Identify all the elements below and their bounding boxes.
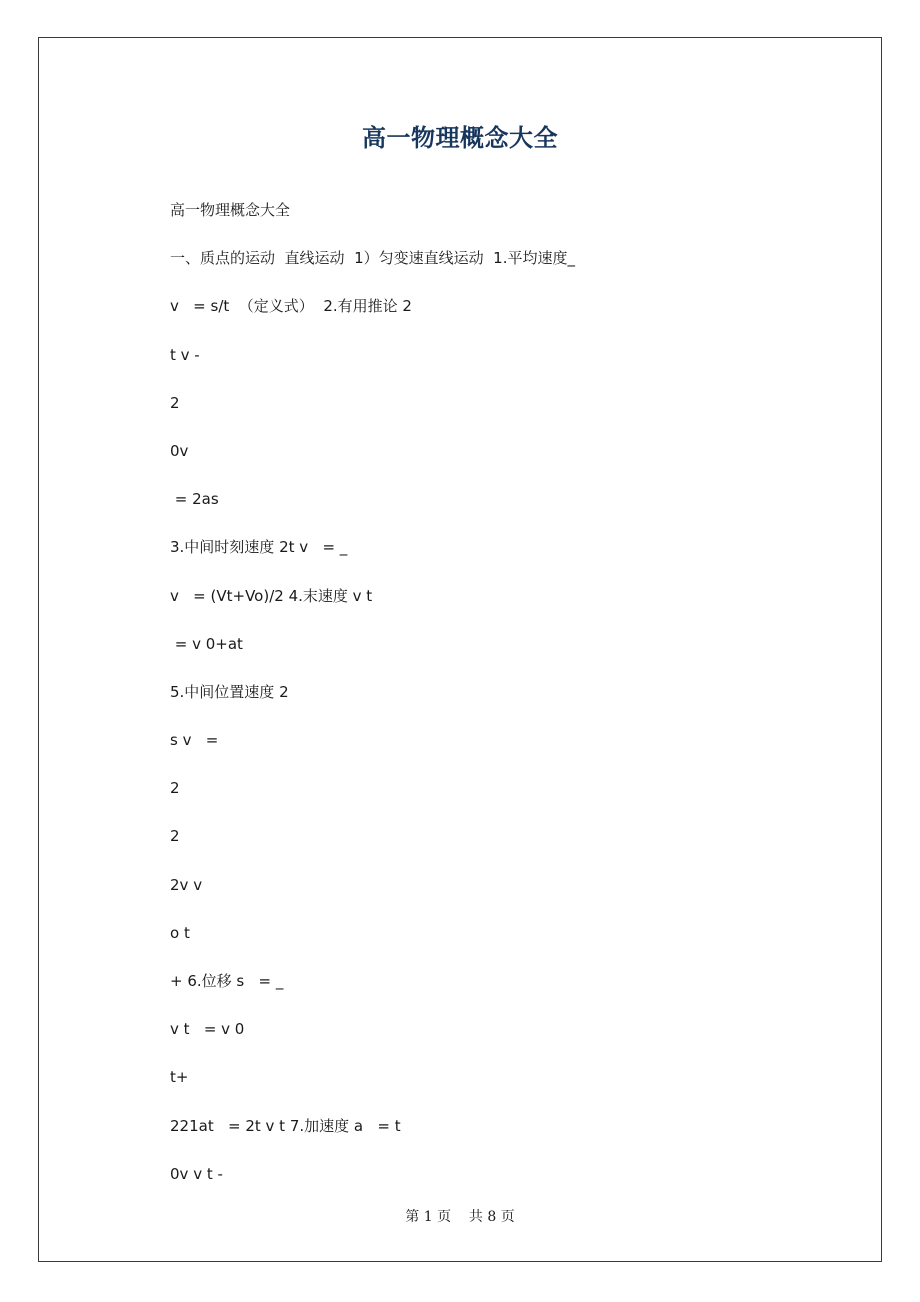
text-line: 5.中间位置速度 2	[170, 682, 289, 701]
text-line: 3.中间时刻速度 2t v = _	[170, 538, 348, 557]
text-line: v = (Vt+Vo)/2 4.末速度 v t	[170, 586, 373, 605]
text-line: 2	[170, 827, 180, 846]
text-line: = v 0+at	[170, 634, 243, 653]
text-line: 一、质点的运动 直线运动 1）匀变速直线运动 1.平均速度_	[170, 249, 575, 268]
text-line: 2v v	[170, 875, 203, 894]
text-line: 2	[170, 393, 180, 412]
text-line: 高一物理概念大全	[170, 201, 291, 219]
text-line: 2	[170, 779, 180, 798]
text-line: + 6.位移 s = _	[170, 972, 284, 990]
text-line: t v -	[170, 345, 200, 364]
text-line: = 2as	[170, 490, 219, 509]
total-pages: 共 8 页	[468, 1209, 515, 1225]
text-line: s v =	[170, 731, 219, 750]
document-body	[170, 198, 575, 1210]
text-line: o t	[170, 923, 190, 942]
document-title: 高一物理概念大全	[362, 124, 558, 152]
page-footer	[0, 1206, 920, 1226]
text-line: v = s/t （定义式） 2.有用推论 2	[170, 297, 412, 316]
page-number: 第 1 页	[405, 1209, 452, 1225]
text-line: 221at = 2t v t 7.加速度 a = t	[170, 1116, 401, 1135]
text-line: 0v	[170, 441, 189, 460]
text-line: 0v v t -	[170, 1164, 223, 1183]
text-line: v t = v 0	[170, 1020, 245, 1039]
text-line: t+	[170, 1068, 189, 1087]
